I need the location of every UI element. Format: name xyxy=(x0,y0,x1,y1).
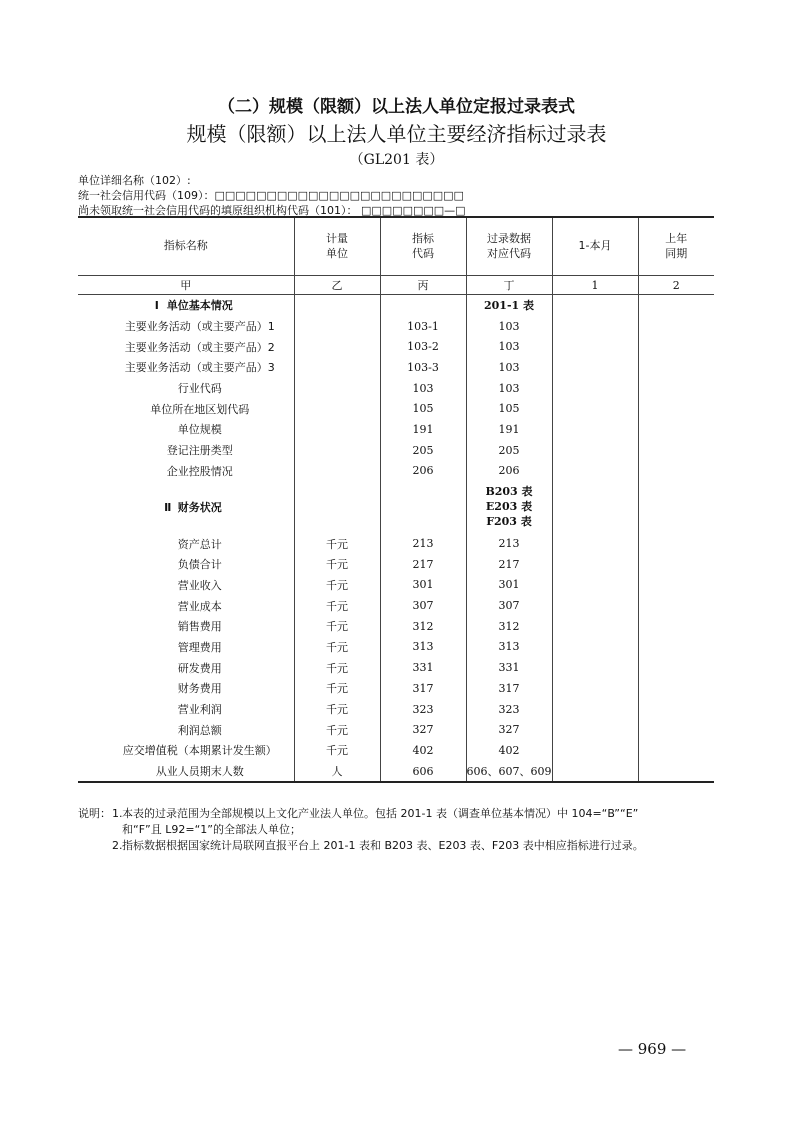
indicator-unit: 千元 xyxy=(294,616,380,637)
indicator-name: 行业代码 xyxy=(177,382,222,396)
indicator-code xyxy=(380,295,466,316)
current-value xyxy=(552,398,638,419)
prior-value xyxy=(638,554,714,575)
table-row xyxy=(78,595,714,616)
prior-value xyxy=(638,440,714,461)
current-value xyxy=(552,357,638,378)
note-1: 说明： 1. 本表的过录范围为全部规模以上文化产业法人单位。包括 201-1 表（调查单位基本情况）中 104=“B”“E” xyxy=(78,807,639,820)
note-1-cont: 和“F”且 L92=“1”的全部法人单位； xyxy=(122,823,301,836)
indicator-code: 327 xyxy=(380,719,466,740)
prior-value xyxy=(638,761,714,783)
current-value xyxy=(552,378,638,399)
indicator-name: 资产总计 xyxy=(177,537,222,551)
indicator-code: 323 xyxy=(380,699,466,720)
label-name: 甲 xyxy=(78,276,294,295)
indicator-name: 营业利润 xyxy=(177,703,222,717)
prior-value xyxy=(638,378,714,399)
prior-value xyxy=(638,575,714,596)
current-value xyxy=(552,533,638,554)
indicator-code: 317 xyxy=(380,678,466,699)
current-value xyxy=(552,699,638,720)
prior-value xyxy=(638,616,714,637)
header-code: 指标 代码 xyxy=(380,217,466,276)
prior-value xyxy=(638,657,714,678)
current-value xyxy=(552,595,638,616)
prior-value xyxy=(638,699,714,720)
indicator-unit xyxy=(294,461,380,482)
mapped-code: 105 xyxy=(466,398,552,419)
indicator-name xyxy=(78,295,294,316)
current-value xyxy=(552,419,638,440)
table-row xyxy=(78,419,714,440)
indicator-name: 利润总额 xyxy=(177,723,222,737)
prior-value xyxy=(638,316,714,337)
notes-label: 说明： xyxy=(78,807,111,820)
mapped-code: 402 xyxy=(466,740,552,761)
indicator-unit: 千元 xyxy=(294,740,380,761)
mapped-code: 217 xyxy=(466,554,552,575)
current-value xyxy=(552,461,638,482)
current-value xyxy=(552,657,638,678)
prior-value xyxy=(638,678,714,699)
prior-value xyxy=(638,719,714,740)
prior-value xyxy=(638,595,714,616)
table-body xyxy=(78,217,714,782)
prior-value xyxy=(638,357,714,378)
indicator-unit xyxy=(294,316,380,337)
prior-value xyxy=(638,398,714,419)
header-month: 1-本月 xyxy=(552,217,638,276)
label-code: 丙 xyxy=(380,276,466,295)
current-value xyxy=(552,637,638,658)
label-month: 1 xyxy=(552,276,638,295)
indicator-name: 研发费用 xyxy=(177,661,222,675)
table-row xyxy=(78,295,714,316)
table-row xyxy=(78,678,714,699)
table-row xyxy=(78,740,714,761)
table-row xyxy=(78,481,714,533)
indicator-code: 606 xyxy=(380,761,466,783)
mapped-code: 312 xyxy=(466,616,552,637)
table-row xyxy=(78,657,714,678)
form-code: （GL201 表） xyxy=(349,152,444,168)
label-unit: 乙 xyxy=(294,276,380,295)
header-map: 过录数据 对应代码 xyxy=(466,217,552,276)
indicator-code xyxy=(380,481,466,533)
table-row xyxy=(78,719,714,740)
label-map: 丁 xyxy=(466,276,552,295)
org-code-field: 尚未领取统一社会信用代码的填原组织机构代码（101）： □□□□□□□□—□ xyxy=(78,204,466,217)
indicator-code: 402 xyxy=(380,740,466,761)
current-value xyxy=(552,678,638,699)
header-prev: 上年 同期 xyxy=(638,217,714,276)
indicator-unit xyxy=(294,481,380,533)
indicator-name: 管理费用 xyxy=(177,640,222,654)
indicator-code: 331 xyxy=(380,657,466,678)
indicator-unit: 千元 xyxy=(294,678,380,699)
indicator-code: 103 xyxy=(380,378,466,399)
indicator-code: 103-2 xyxy=(380,336,466,357)
current-value xyxy=(552,554,638,575)
table-row xyxy=(78,575,714,596)
mapped-code: 213 xyxy=(466,533,552,554)
credit-code-field: 统一社会信用代码（109）：□□□□□□□□□□□□□□□□□□□□□□□□ xyxy=(78,189,464,202)
indicator-name xyxy=(78,481,294,533)
unit-name-field: 单位详细名称（102）: xyxy=(78,174,191,187)
table-row xyxy=(78,616,714,637)
indicator-code: 205 xyxy=(380,440,466,461)
indicator-code: 213 xyxy=(380,533,466,554)
indicator-unit xyxy=(294,336,380,357)
indicator-code: 103-3 xyxy=(380,357,466,378)
mapped-code: 307 xyxy=(466,595,552,616)
indicator-unit xyxy=(294,419,380,440)
header-name: 指标名称 xyxy=(78,217,294,276)
indicator-name: 财务费用 xyxy=(177,682,222,696)
table-row xyxy=(78,533,714,554)
indicator-code: 191 xyxy=(380,419,466,440)
current-value xyxy=(552,719,638,740)
indicator-name: 负债合计 xyxy=(177,558,222,572)
prior-value xyxy=(638,740,714,761)
current-value xyxy=(552,295,638,316)
indicator-code: 206 xyxy=(380,461,466,482)
indicator-unit: 千元 xyxy=(294,657,380,678)
indicator-unit: 千元 xyxy=(294,637,380,658)
indicator-name: 登记注册类型 xyxy=(166,444,233,458)
current-value xyxy=(552,616,638,637)
mapped-code: 103 xyxy=(466,336,552,357)
section-title: 财务状况 xyxy=(177,501,222,515)
table-row xyxy=(78,440,714,461)
mapped-code: 301 xyxy=(466,575,552,596)
table-title: 规模（限额）以上法人单位主要经济指标过录表 xyxy=(186,122,607,146)
current-value xyxy=(552,575,638,596)
column-label-row xyxy=(78,276,714,295)
indicator-name: 单位规模 xyxy=(177,423,222,437)
current-value xyxy=(552,440,638,461)
indicator-unit xyxy=(294,378,380,399)
prior-value xyxy=(638,295,714,316)
current-value xyxy=(552,336,638,357)
current-value xyxy=(552,316,638,337)
indicator-unit: 千元 xyxy=(294,719,380,740)
indicator-table xyxy=(78,216,714,783)
indicator-name: 销售费用 xyxy=(177,620,222,634)
indicator-unit: 人 xyxy=(294,761,380,783)
current-value xyxy=(552,740,638,761)
mapped-code: 206 xyxy=(466,461,552,482)
indicator-code: 301 xyxy=(380,575,466,596)
indicator-name: 营业成本 xyxy=(177,599,222,613)
indicator-unit xyxy=(294,440,380,461)
mapped-code: 191 xyxy=(466,419,552,440)
indicator-unit: 千元 xyxy=(294,699,380,720)
indicator-unit: 千元 xyxy=(294,554,380,575)
indicator-unit xyxy=(294,357,380,378)
table-row xyxy=(78,336,714,357)
indicator-unit xyxy=(294,295,380,316)
indicator-unit: 千元 xyxy=(294,595,380,616)
table-row xyxy=(78,357,714,378)
note-2: 2. 指标数据根据国家统计局联网直报平台上 201-1 表和 B203 表、E203 表、F203 表中相应指标进行过录。 xyxy=(112,839,644,852)
current-value xyxy=(552,761,638,783)
indicator-code: 312 xyxy=(380,616,466,637)
section-heading: （二）规模（限额）以上法人单位定报过录表式 xyxy=(218,97,575,117)
prior-value xyxy=(638,637,714,658)
indicator-unit: 千元 xyxy=(294,533,380,554)
prior-value xyxy=(638,419,714,440)
indicator-name: 从业人员期末人数 xyxy=(78,761,294,783)
mapped-code: 201-1 表 xyxy=(466,295,552,316)
mapped-code: 331 xyxy=(466,657,552,678)
mapped-code: 606、607、609 xyxy=(466,761,552,783)
table-row xyxy=(78,461,714,482)
header-row xyxy=(78,217,714,276)
table-row xyxy=(78,554,714,575)
indicator-unit xyxy=(294,398,380,419)
notes xyxy=(78,806,718,854)
section-numeral: Ⅰ xyxy=(154,299,159,313)
indicator-name: 主要业务活动（或主要产品）3 xyxy=(124,361,275,375)
mapped-code: 317 xyxy=(466,678,552,699)
indicator-name: 企业控股情况 xyxy=(166,464,233,478)
indicator-name: 主要业务活动（或主要产品）2 xyxy=(124,340,275,354)
mapped-code: 205 xyxy=(466,440,552,461)
prior-value xyxy=(638,481,714,533)
current-value xyxy=(552,481,638,533)
indicator-code: 307 xyxy=(380,595,466,616)
section-numeral: Ⅱ xyxy=(164,501,172,515)
indicator-unit: 千元 xyxy=(294,575,380,596)
header-unit: 计量 单位 xyxy=(294,217,380,276)
indicator-code: 105 xyxy=(380,398,466,419)
mapped-code: 103 xyxy=(466,316,552,337)
indicator-name: 主要业务活动（或主要产品）1 xyxy=(124,320,275,334)
indicator-code: 103-1 xyxy=(380,316,466,337)
mapped-code: 323 xyxy=(466,699,552,720)
indicator-name: 应交增值税（本期累计发生额） xyxy=(122,744,277,758)
table-row xyxy=(78,761,714,783)
table-row xyxy=(78,699,714,720)
indicator-code: 217 xyxy=(380,554,466,575)
mapped-code: B203 表 E203 表 F203 表 xyxy=(466,481,552,533)
prior-value xyxy=(638,533,714,554)
mapped-code: 103 xyxy=(466,378,552,399)
label-prev: 2 xyxy=(638,276,714,295)
prior-value xyxy=(638,336,714,357)
mapped-code: 313 xyxy=(466,637,552,658)
indicator-name: 单位所在地区划代码 xyxy=(150,402,250,416)
section-title: 单位基本情况 xyxy=(166,299,233,313)
table-row xyxy=(78,316,714,337)
table-row xyxy=(78,378,714,399)
prior-value xyxy=(638,461,714,482)
page-number: — 969 — xyxy=(618,1040,687,1058)
table-row xyxy=(78,398,714,419)
indicator-code: 313 xyxy=(380,637,466,658)
mapped-code: 327 xyxy=(466,719,552,740)
mapped-code: 103 xyxy=(466,357,552,378)
table-row xyxy=(78,637,714,658)
indicator-name: 营业收入 xyxy=(177,578,222,592)
